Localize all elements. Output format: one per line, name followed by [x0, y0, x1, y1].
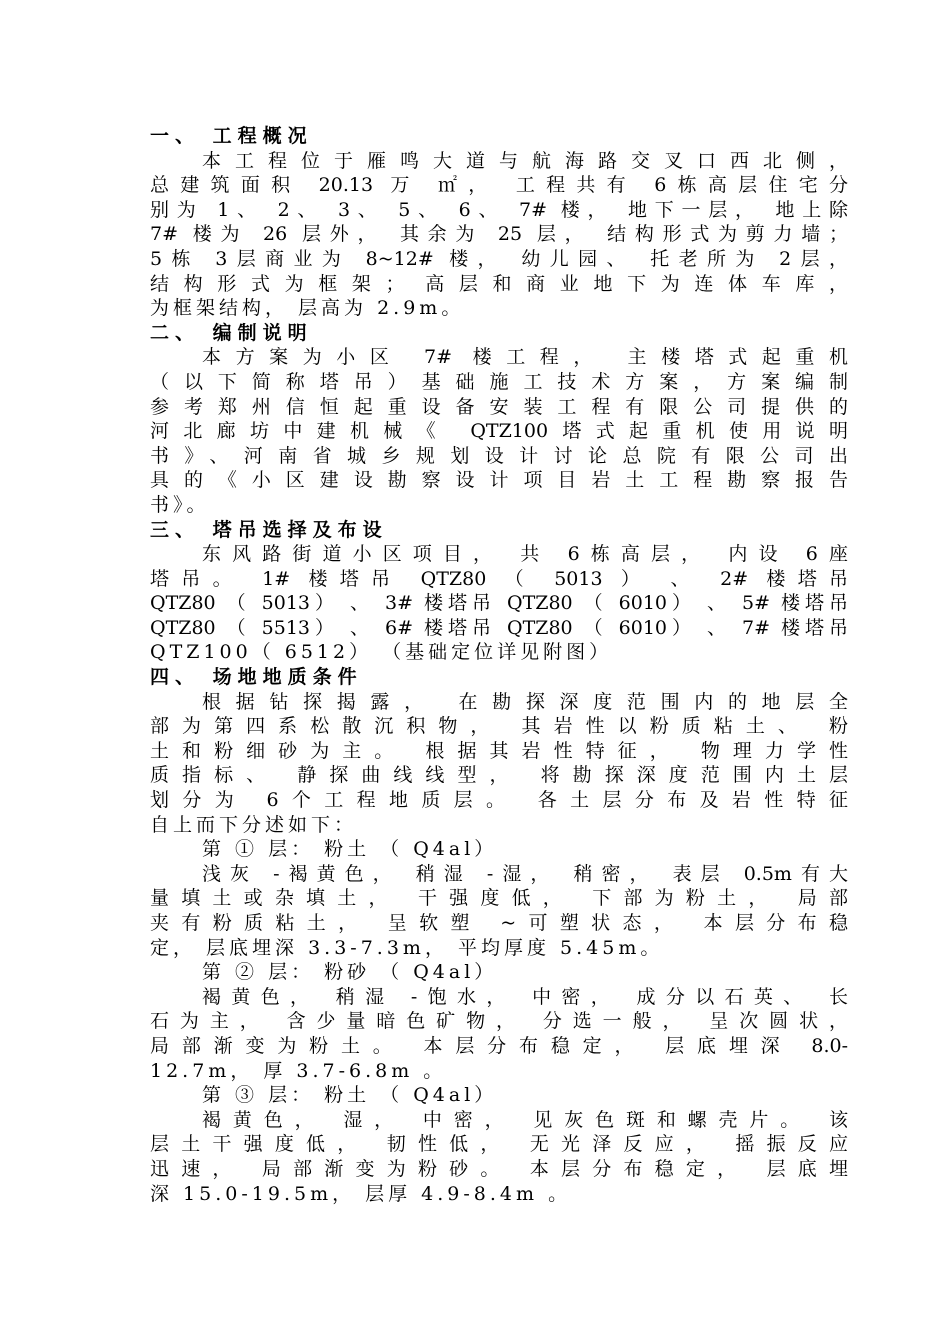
paragraph-line: 土和粉细砂为主。 根据其岩性特征， 物理力学性: [150, 739, 848, 762]
paragraph-line: 本工程位于雁鸣大道与航海路交叉口西北侧，: [202, 149, 848, 172]
paragraph-line: 部为第四系松散沉积物， 其岩性以粉质粘土、 粉: [150, 715, 848, 738]
layer-heading: 第 ② 层： 粉砂 （ Q4al）: [202, 961, 498, 984]
paragraph-line: （以下简称塔吊）基础施工技术方案，方案编制: [150, 370, 848, 393]
layer-heading: 第 ③ 层： 粉土 （ Q4al）: [202, 1084, 498, 1107]
paragraph-line: 量填土或杂填土， 干强度低， 下部为粉土， 局部: [150, 887, 848, 910]
paragraph-line: 定， 层底埋深 3.3-7.3m， 平均厚度 5.45m。: [150, 936, 664, 959]
paragraph-line: 结构形式为框架； 高层和商业地下为连体车库，: [150, 272, 848, 295]
section-heading-overview: 一、 工程概况: [150, 125, 313, 147]
paragraph-line: 本方案为小区 7# 楼工程， 主楼塔式起重机: [202, 346, 848, 369]
section-heading-geology: 四、 场地地质条件: [150, 666, 363, 689]
paragraph-line: 为框架结构， 层高为 2.9m。: [150, 297, 465, 320]
paragraph-line: 褐黄色， 稍湿 -饱水， 中密， 成分以石英、 长: [202, 985, 848, 1008]
paragraph-line: 质指标、 静探曲线线型， 将勘探深度范围内土层: [150, 764, 848, 787]
paragraph-line: 石为主， 含少量暗色矿物， 分选一般， 呈次圆状，: [150, 1010, 848, 1033]
paragraph-line: 划分为 6个工程地质层。 各土层分布及岩性特征: [150, 789, 848, 812]
paragraph-line: 褐黄色， 湿， 中密， 见灰色斑和螺壳片。 该: [202, 1108, 848, 1131]
paragraph-line: 塔吊。 1# 楼塔吊 QTZ80 （ 5013 ） 、 2# 楼塔吊: [150, 567, 848, 590]
paragraph-line: 书》、河南省城乡规划设计讨论总院有限公司出: [150, 444, 848, 467]
paragraph-line: 书》。: [150, 493, 210, 516]
layer-heading: 第 ① 层： 粉土 （ Q4al）: [202, 838, 498, 861]
paragraph-line: QTZ100（ 6512） （基础定位详见附图）: [150, 641, 613, 664]
paragraph-line: 自上而下分述如下：: [150, 813, 358, 836]
paragraph-line: 12.7m， 厚 3.7-6.8m 。: [150, 1059, 447, 1082]
paragraph-line: 7# 楼为 26 层外， 其余为 25 层， 结构形式为剪力墙；: [150, 223, 848, 246]
paragraph-line: 局部渐变为粉土。 本层分布稳定， 层底埋深 8.0-: [150, 1034, 848, 1057]
paragraph-line: 根据钻探揭露， 在勘探深度范围内的地层全: [202, 690, 848, 713]
paragraph-line: 5栋 3层商业为 8~12# 楼， 幼儿园、 托老所为 2层，: [150, 247, 848, 270]
paragraph-line: 深 15.0-19.5m， 层厚 4.9-8.4m 。: [150, 1182, 572, 1205]
paragraph-line: 河北廊坊中建机械《 QTZ100塔式起重机使用说明: [150, 420, 848, 443]
paragraph-line: 别为 1、 2、 3、 5、 6、 7# 楼， 地下一层， 地上除: [150, 198, 848, 221]
paragraph-line: 迅速， 局部渐变为粉砂。 本层分布稳定， 层底埋: [150, 1157, 848, 1180]
section-heading-crane-selection: 三、 塔吊选择及布设: [150, 518, 388, 541]
paragraph-line: 参考郑州信恒起重设备安装工程有限公司提供的: [150, 395, 848, 418]
paragraph-line: 东风路街道小区项目， 共 6栋高层， 内设 6座: [202, 543, 848, 566]
paragraph-line: 具的《小区建设勘察设计项目岩土工程勘察报告: [150, 469, 848, 492]
paragraph-line: QTZ80 （ 5513） 、 6# 楼塔吊 QTZ80 （ 6010） 、 7# 楼塔吊: [150, 616, 848, 639]
paragraph-line: 层土干强度低， 韧性低， 无光泽反应， 摇振反应: [150, 1133, 848, 1156]
paragraph-line: 夹有粉质粘土， 呈软塑 ~可塑状态， 本层分布稳: [150, 912, 848, 934]
paragraph-line: 浅灰 -褐黄色， 稍湿 -湿， 稍密， 表层 0.5m有大: [202, 862, 848, 885]
paragraph-line: QTZ80 （ 5013） 、 3# 楼塔吊 QTZ80 （ 6010） 、 5# 楼塔吊: [150, 592, 848, 615]
document-page: [150, 124, 848, 1206]
paragraph-line: 总建筑面积 20.13 万 ㎡， 工程共有 6栋高层住宅分: [150, 174, 848, 197]
section-heading-description: 二、 编制说明: [150, 321, 313, 344]
